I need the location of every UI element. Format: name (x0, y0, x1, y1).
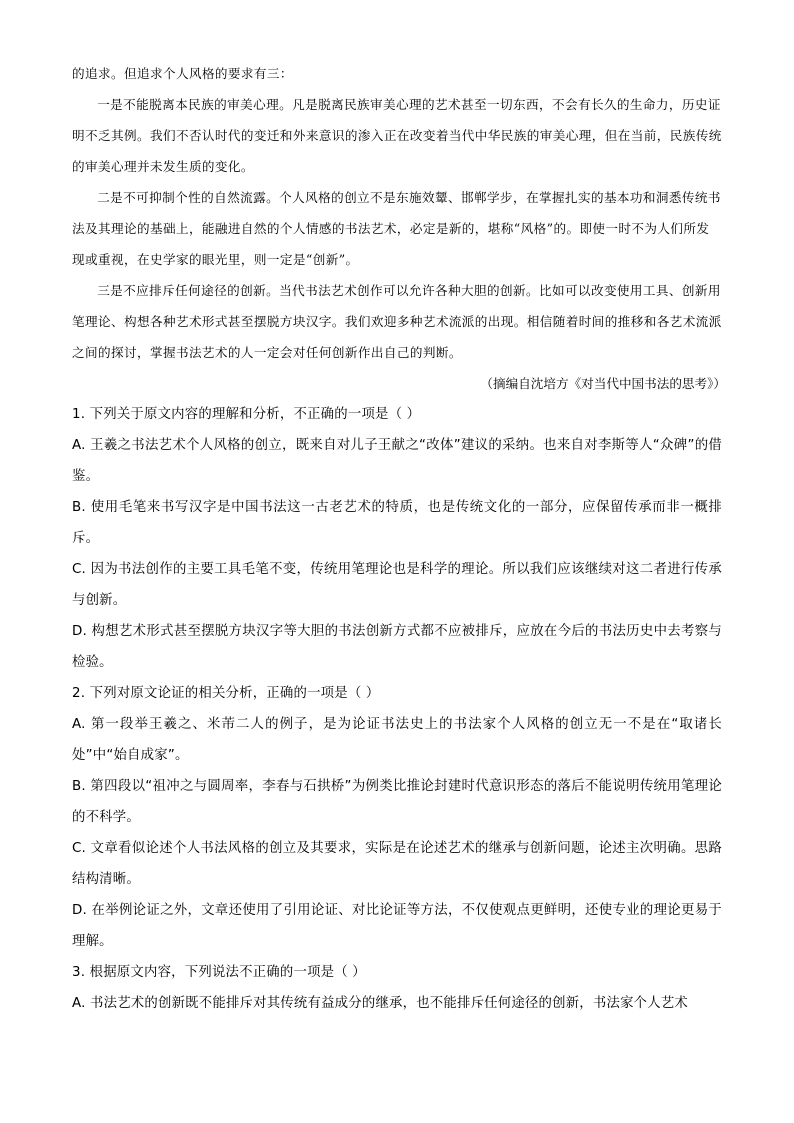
option-b: B. 第四段以“祖冲之与圆周率，李春与石拱桥”为例类比推论封建时代意识形态的落后不能说明传统用笔理论的不科学。 (72, 779, 722, 825)
question-stem: 2. 下列对原文论证的相关分析，正确的一项是（ ） (72, 686, 380, 701)
option-a: A. 第一段举王羲之、米芾二人的例子，是为论证书法史上的书法家个人风格的创立无一不是在“取诸长处”中“始自成家”。 (72, 717, 722, 763)
document-page (72, 58, 726, 1019)
passage (72, 58, 726, 399)
question-1 (72, 399, 722, 678)
passage-paragraph: 二是不可抑制个性的自然流露。个人风格的创立不是东施效颦、邯郸学步，在掌握扎实的基本功和洞悉传统书法及其理论的基础上，能融进自然的个人情感的书法艺术，必定是新的，堪称“风格”的。即使一时不为人们所发现或重视，在史学家的眼光里，则一定是“创新”。 (72, 190, 721, 267)
question-stem: 3. 根据原文内容，下列说法不正确的一项是（ ） (72, 965, 366, 980)
passage-source: （摘编自沈培方《对当代中国书法的思考》） (480, 376, 726, 391)
option-b: B. 使用毛笔来书写汉字是中国书法这一古老艺术的特质，也是传统文化的一部分，应保留传承而非一概排斥。 (72, 500, 722, 546)
option-d: D. 构想艺术形式甚至摆脱方块汉字等大胆的书法创新方式都不应被排斥，应放在今后的书法历史中去考察与检验。 (72, 624, 722, 670)
question-3 (72, 957, 722, 1019)
question-2 (72, 678, 722, 957)
passage-intro: 的追求。但追求个人风格的要求有三： (72, 66, 293, 81)
option-c: C. 文章看似论述个人书法风格的创立及其要求，实际是在论述艺术的继承与创新问题，论述主次明确。思路结构清晰。 (72, 841, 722, 887)
option-c: C. 因为书法创作的主要工具毛笔不变，传统用笔理论也是科学的理论。所以我们应该继续对这二者进行传承与创新。 (72, 562, 722, 608)
option-d: D. 在举例论证之外，文章还使用了引用论证、对比论证等方法，不仅使观点更鲜明，还使专业的理论更易于理解。 (72, 903, 722, 949)
option-a: A. 书法艺术的创新既不能排斥对其传统有益成分的继承，也不能排斥任何途径的创新，书法家个人艺术 (72, 996, 689, 1011)
passage-paragraph: 三是不应排斥任何途径的创新。当代书法艺术创作可以允许各种大胆的创新。比如可以改变使用工具、创新用笔理论、构想各种艺术形式甚至摆脱方块汉字。我们欢迎多种艺术流派的出现。相信随着时间的推移和各艺术流派之间的探讨，掌握书法艺术的人一定会对任何创新作出自己的判断。 (72, 283, 722, 360)
passage-paragraph: 一是不能脱离本民族的审美心理。凡是脱离民族审美心理的艺术甚至一切东西，不会有长久的生命力，历史证明不乏其例。我们不否认时代的变迁和外来意识的渗入正在改变着当代中华民族的审美心理，但在当前，民族传统的审美心理并未发生质的变化。 (72, 97, 722, 174)
option-a: A. 王羲之书法艺术个人风格的创立，既来自对儿子王献之“改体”建议的采纳。也来自对李斯等人“众碑”的借鉴。 (72, 438, 722, 484)
question-stem: 1. 下列关于原文内容的理解和分析，不正确的一项是（ ） (72, 407, 421, 422)
